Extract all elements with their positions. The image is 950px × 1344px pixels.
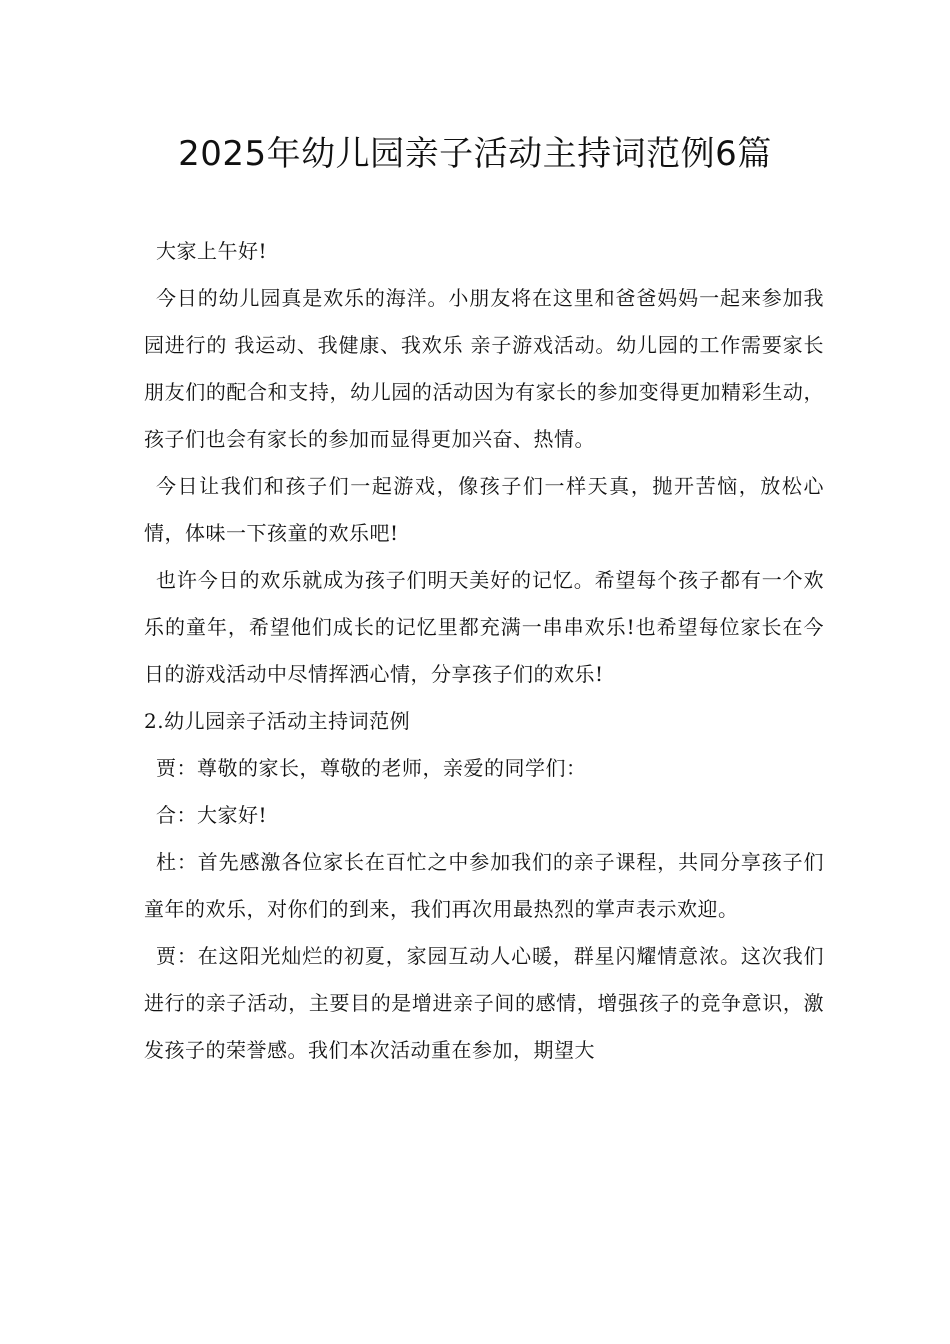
paragraph-jia-purpose: 贾：在这阳光灿烂的初夏，家园互动人心暖，群星闪耀情意浓。这次我们进行的亲子活动，主要目的是增进亲子间的感情，增强孩子的竞争意识，激发孩子的荣誉感。我们本次活动重在参加，期望大	[144, 944, 824, 1062]
paragraph-play-together: 今日让我们和孩子们一起游戏，像孩子们一样天真，抛开苦恼，放松心情，体味一下孩童的欢乐吧!	[144, 474, 824, 545]
document-title: 2025年幼儿园亲子活动主持词范例6篇	[178, 134, 772, 174]
paragraph-intro: 今日的幼儿园真是欢乐的海洋。小朋友将在这里和爸爸妈妈一起来参加我园进行的 我运动、我健康、我欢乐 亲子游戏活动。幼儿园的工作需要家长朋友们的配合和支持，幼儿园的活动因为有家长的参加变得更加精彩生动，孩子们也会有家长的参加而显得更加兴奋、热情。	[144, 286, 824, 451]
section-heading-2: 2.幼儿园亲子活动主持词范例	[144, 709, 411, 733]
paragraph-jia-opening: 贾：尊敬的家长，尊敬的老师，亲爱的同学们：	[156, 756, 587, 780]
document-body	[144, 228, 824, 1074]
paragraph-memory: 也许今日的欢乐就成为孩子们明天美好的记忆。希望每个孩子都有一个欢乐的童年，希望他们成长的记忆里都充满一串串欢乐!也希望每位家长在今日的游戏活动中尽情挥洒心情，分享孩子们的欢乐!	[144, 568, 824, 686]
paragraph-du-thanks: 杜：首先感激各位家长在百忙之中参加我们的亲子课程，共同分享孩子们童年的欢乐，对你们的到来，我们再次用最热烈的掌声表示欢迎。	[144, 850, 824, 921]
paragraph-he-greeting: 合：大家好!	[156, 803, 268, 827]
paragraph-greeting: 大家上午好!	[156, 239, 268, 263]
